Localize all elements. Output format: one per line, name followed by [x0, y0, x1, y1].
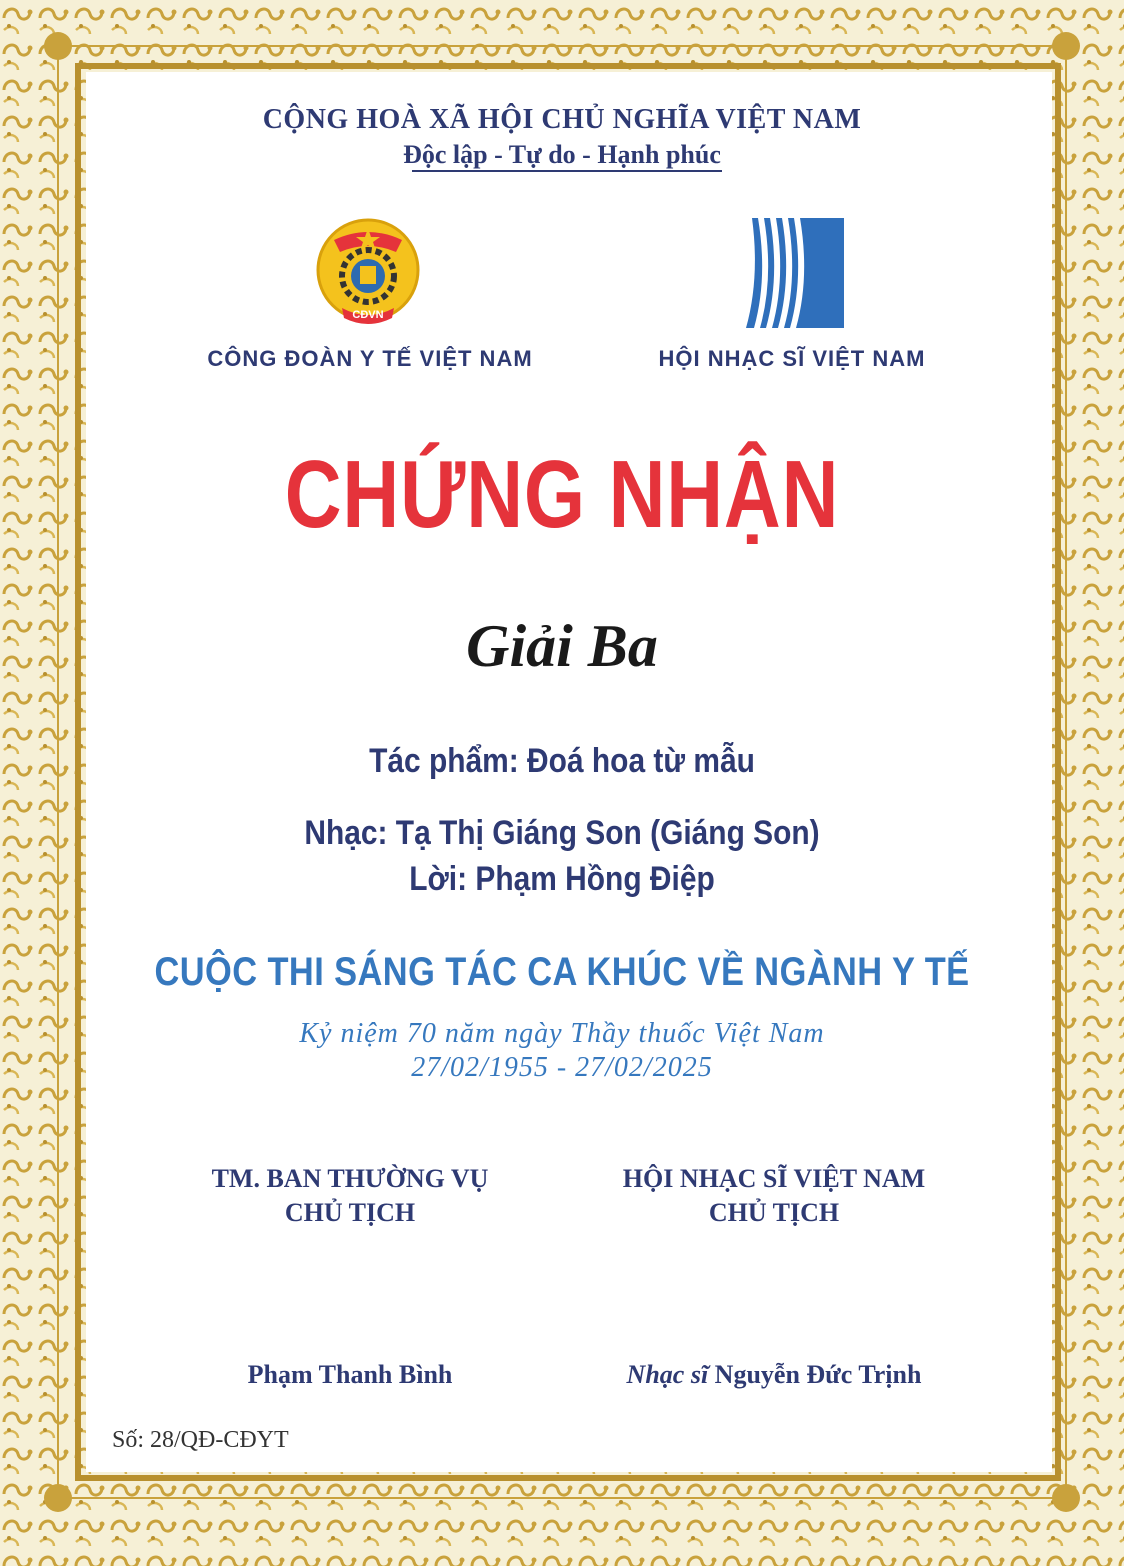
right-signer-line: [554, 1360, 994, 1390]
right-signer-prefix: Nhạc sĩ: [626, 1360, 709, 1389]
org-name-musicians: HỘI NHẠC SĨ VIỆT NAM: [658, 346, 926, 371]
certificate-title: CHỨNG NHẬN: [284, 441, 840, 548]
award-rank: Giải Ba: [466, 613, 658, 679]
left-signer-title: TM. BAN THƯỜNG VỤ: [211, 1164, 489, 1193]
nation-title: CỘNG HOÀ XÃ HỘI CHỦ NGHĨA VIỆT NAM: [262, 104, 862, 135]
trade-union-logo-text: CĐVN: [352, 309, 384, 321]
trade-union-logo: [312, 218, 424, 330]
right-signer-title: HỘI NHẠC SĨ VIỆT NAM: [622, 1164, 926, 1193]
left-signer-name: Phạm Thanh Bình: [247, 1360, 453, 1389]
org-name-trade-union: CÔNG ĐOÀN Y TẾ VIỆT NAM: [207, 346, 533, 371]
nation-motto: Độc lập - Tự do - Hạnh phúc: [403, 140, 721, 169]
contest-dates: 27/02/1955 - 27/02/2025: [411, 1052, 713, 1083]
work-music: Nhạc: Tạ Thị Giáng Son (Giáng Son): [304, 814, 820, 852]
left-signer-role: CHỦ TỊCH: [284, 1198, 416, 1227]
contest-occasion: Kỷ niệm 70 năm ngày Thầy thuốc Việt Nam: [299, 1018, 825, 1049]
right-signer-role: CHỦ TỊCH: [708, 1198, 840, 1227]
document-number: Số: 28/QĐ-CĐYT: [112, 1427, 289, 1453]
motto-underline: [412, 170, 722, 172]
right-signer-name: Nguyễn Đức Trịnh: [714, 1360, 922, 1389]
work-lyrics: Lời: Phạm Hồng Điệp: [409, 860, 715, 898]
musicians-association-logo: [740, 218, 844, 328]
work-title: Tác phẩm: Đoá hoa từ mẫu: [369, 742, 755, 780]
contest-name: CUỘC THI SÁNG TÁC CA KHÚC VỀ NGÀNH Y TẾ: [154, 950, 970, 994]
